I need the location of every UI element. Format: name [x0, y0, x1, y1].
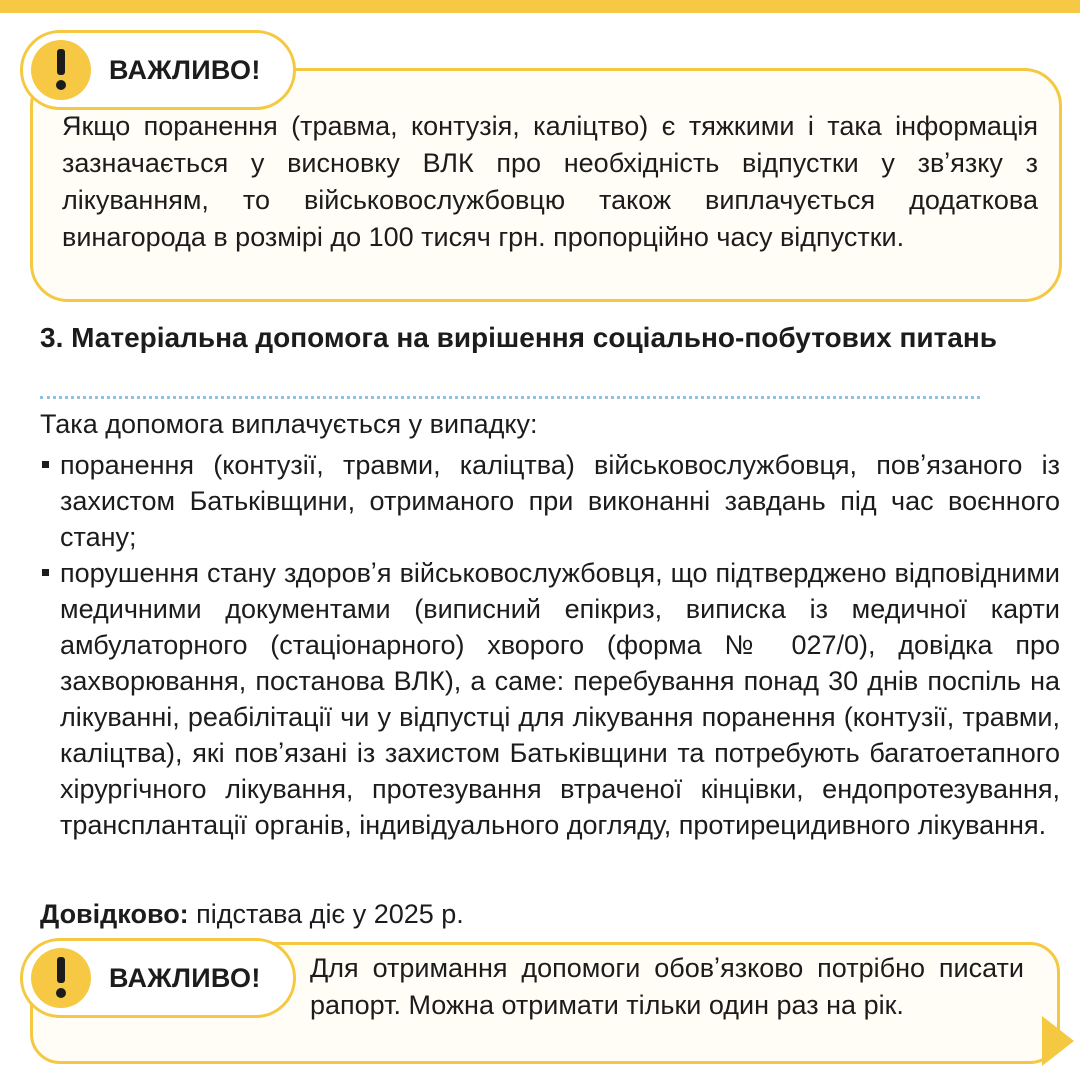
list-item-text: поранення (контузії, травми, каліцтва) військовослужбовця, повʼязаного із захистом Батьківщини, отриманого при виконанні завдань під час воєнного стану;	[60, 450, 1060, 552]
dotted-divider	[40, 396, 980, 399]
reference-note-text: підстава діє у 2025 р.	[188, 899, 464, 929]
warning-badge-2	[20, 938, 296, 1018]
list-item	[40, 555, 1060, 843]
bullet-square-icon	[42, 461, 49, 468]
warning-badge-1	[20, 30, 296, 110]
list-item-text: порушення стану здоровʼя військовослужбовця, що підтверджено відповідними медичними документами (виписний епікриз, виписка із медичної карти амбулаторного (стаціонарного) хворого (форма № 027/0), довідка про захворювання, постанова ВЛК), а саме: перебування понад 30 днів поспіль на лікуванні, реабілітації чи у відпустці для лікування поранення (контузії, травми, каліцтва), які повʼязані із захистом Батьківщини та потребують багатоетапного хірургічного лікування, протезування втраченої кінцівки, ендопротезування, трансплантації органів, індивідуального догляду, протирецидивного лікування.	[60, 558, 1060, 840]
next-arrow-icon	[1042, 1016, 1074, 1066]
bullet-square-icon	[42, 569, 49, 576]
reference-note-label: Довідково:	[40, 899, 189, 929]
exclamation-icon	[31, 40, 91, 100]
section-intro: Така допомога виплачується у випадку:	[40, 409, 538, 439]
bullet-list	[40, 447, 1060, 843]
warning-text-2: Для отримання допомоги обовʼязково потрібно писати рапорт. Можна отримати тільки один раз на рік.	[310, 953, 1024, 1020]
list-item	[40, 447, 1060, 555]
warning-text-1: Якщо поранення (травма, контузія, каліцтво) є тяжкими і така інформація зазначається у висновку ВЛК про необхідність відпустки у звʼязку з лікуванням, то військовослужбовцю також виплачується додаткова винагорода в розмірі до 100 тисяч грн. пропорційно часу відпустки.	[62, 111, 1038, 252]
top-accent-bar	[0, 0, 1080, 13]
warning-label: ВАЖЛИВО!	[109, 54, 261, 85]
section-heading: 3. Матеріальна допомога на вирішення соціально-побутових питань	[40, 322, 997, 353]
exclamation-icon	[31, 948, 91, 1008]
reference-note	[40, 896, 464, 933]
warning-label: ВАЖЛИВО!	[109, 962, 261, 993]
